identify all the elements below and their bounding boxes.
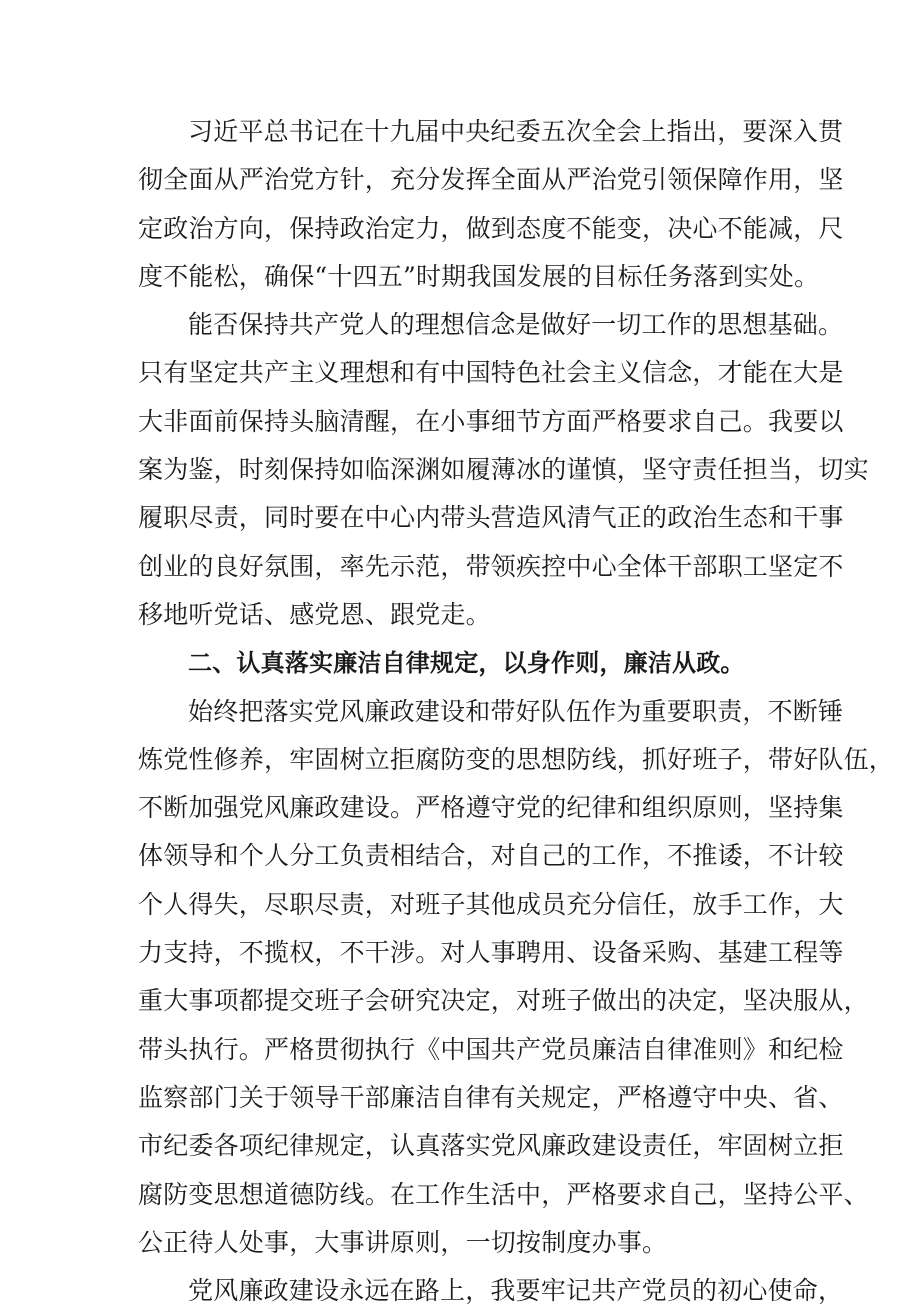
paragraph-line: 移地听党话、感党恩、跟党走。: [138, 599, 491, 629]
paragraph-line: 监察部门关于领导干部廉洁自律有关规定，严格遵守中央、省、: [138, 1082, 844, 1112]
paragraph-line: 带头执行。严格贯彻执行《中国共产党员廉洁自律准则》和纪检: [138, 1034, 844, 1064]
paragraph-line: 重大事项都提交班子会研究决定，对班子做出的决定，坚决服从，: [138, 986, 869, 1016]
paragraph-line: 不断加强党风廉政建设。严格遵守党的纪律和组织原则，坚持集: [138, 793, 844, 823]
paragraph-line: 履职尽责，同时要在中心内带头营造风清气正的政治生态和干事: [138, 503, 844, 533]
paragraph-line: 始终把落实党风廉政建设和带好队伍作为重要职责，不断锤: [188, 696, 844, 726]
section-heading: 二、认真落实廉洁自律规定，以身作则，廉洁从政。: [188, 649, 745, 678]
paragraph-line: 个人得失，尽职尽责，对班子其他成员充分信任，放手工作，大: [138, 889, 844, 919]
paragraph-line: 案为鉴，时刻保持如临深渊如履薄冰的谨慎，坚守责任担当，切实: [138, 455, 869, 485]
paragraph-line: 定政治方向，保持政治定力，做到态度不能变，决心不能减，尺: [138, 213, 844, 243]
paragraph-line: 只有坚定共产主义理想和有中国特色社会主义信念，才能在大是: [138, 358, 844, 388]
paragraph-line: 力支持，不揽权，不干涉。对人事聘用、设备采购、基建工程等: [138, 938, 844, 968]
paragraph-line: 体领导和个人分工负责相结合，对自己的工作，不推诿，不计较: [138, 841, 844, 871]
paragraph-line: 创业的良好氛围，率先示范，带领疾控中心全体干部职工坚定不: [138, 551, 844, 581]
paragraph-line: 公正待人处事，大事讲原则，一切按制度办事。: [138, 1227, 668, 1257]
paragraph-line: 市纪委各项纪律规定，认真落实党风廉政建设责任，牢固树立拒: [138, 1131, 844, 1161]
paragraph-line: 能否保持共产党人的理想信念是做好一切工作的思想基础。: [188, 310, 844, 340]
paragraph-line: 腐防变思想道德防线。在工作生活中，严格要求自己，坚持公平、: [138, 1179, 869, 1209]
paragraph-line: 度不能松，确保“十四五”时期我国发展的目标任务落到实处。: [138, 261, 820, 291]
paragraph-line: 彻全面从严治党方针，充分发挥全面从严治党引领保障作用，坚: [138, 165, 844, 195]
document-body: [138, 108, 895, 1315]
paragraph-line: 习近平总书记在十九届中央纪委五次全会上指出，要深入贯: [188, 117, 844, 146]
paragraph-line: 党风廉政建设永远在路上，我要牢记共产党员的初心使命，: [188, 1276, 844, 1306]
paragraph-line: 炼党性修养，牢固树立拒腐防变的思想防线，抓好班子，带好队伍，: [138, 744, 895, 774]
paragraph-line: 大非面前保持头脑清醒，在小事细节方面严格要求自己。我要以: [138, 406, 844, 436]
